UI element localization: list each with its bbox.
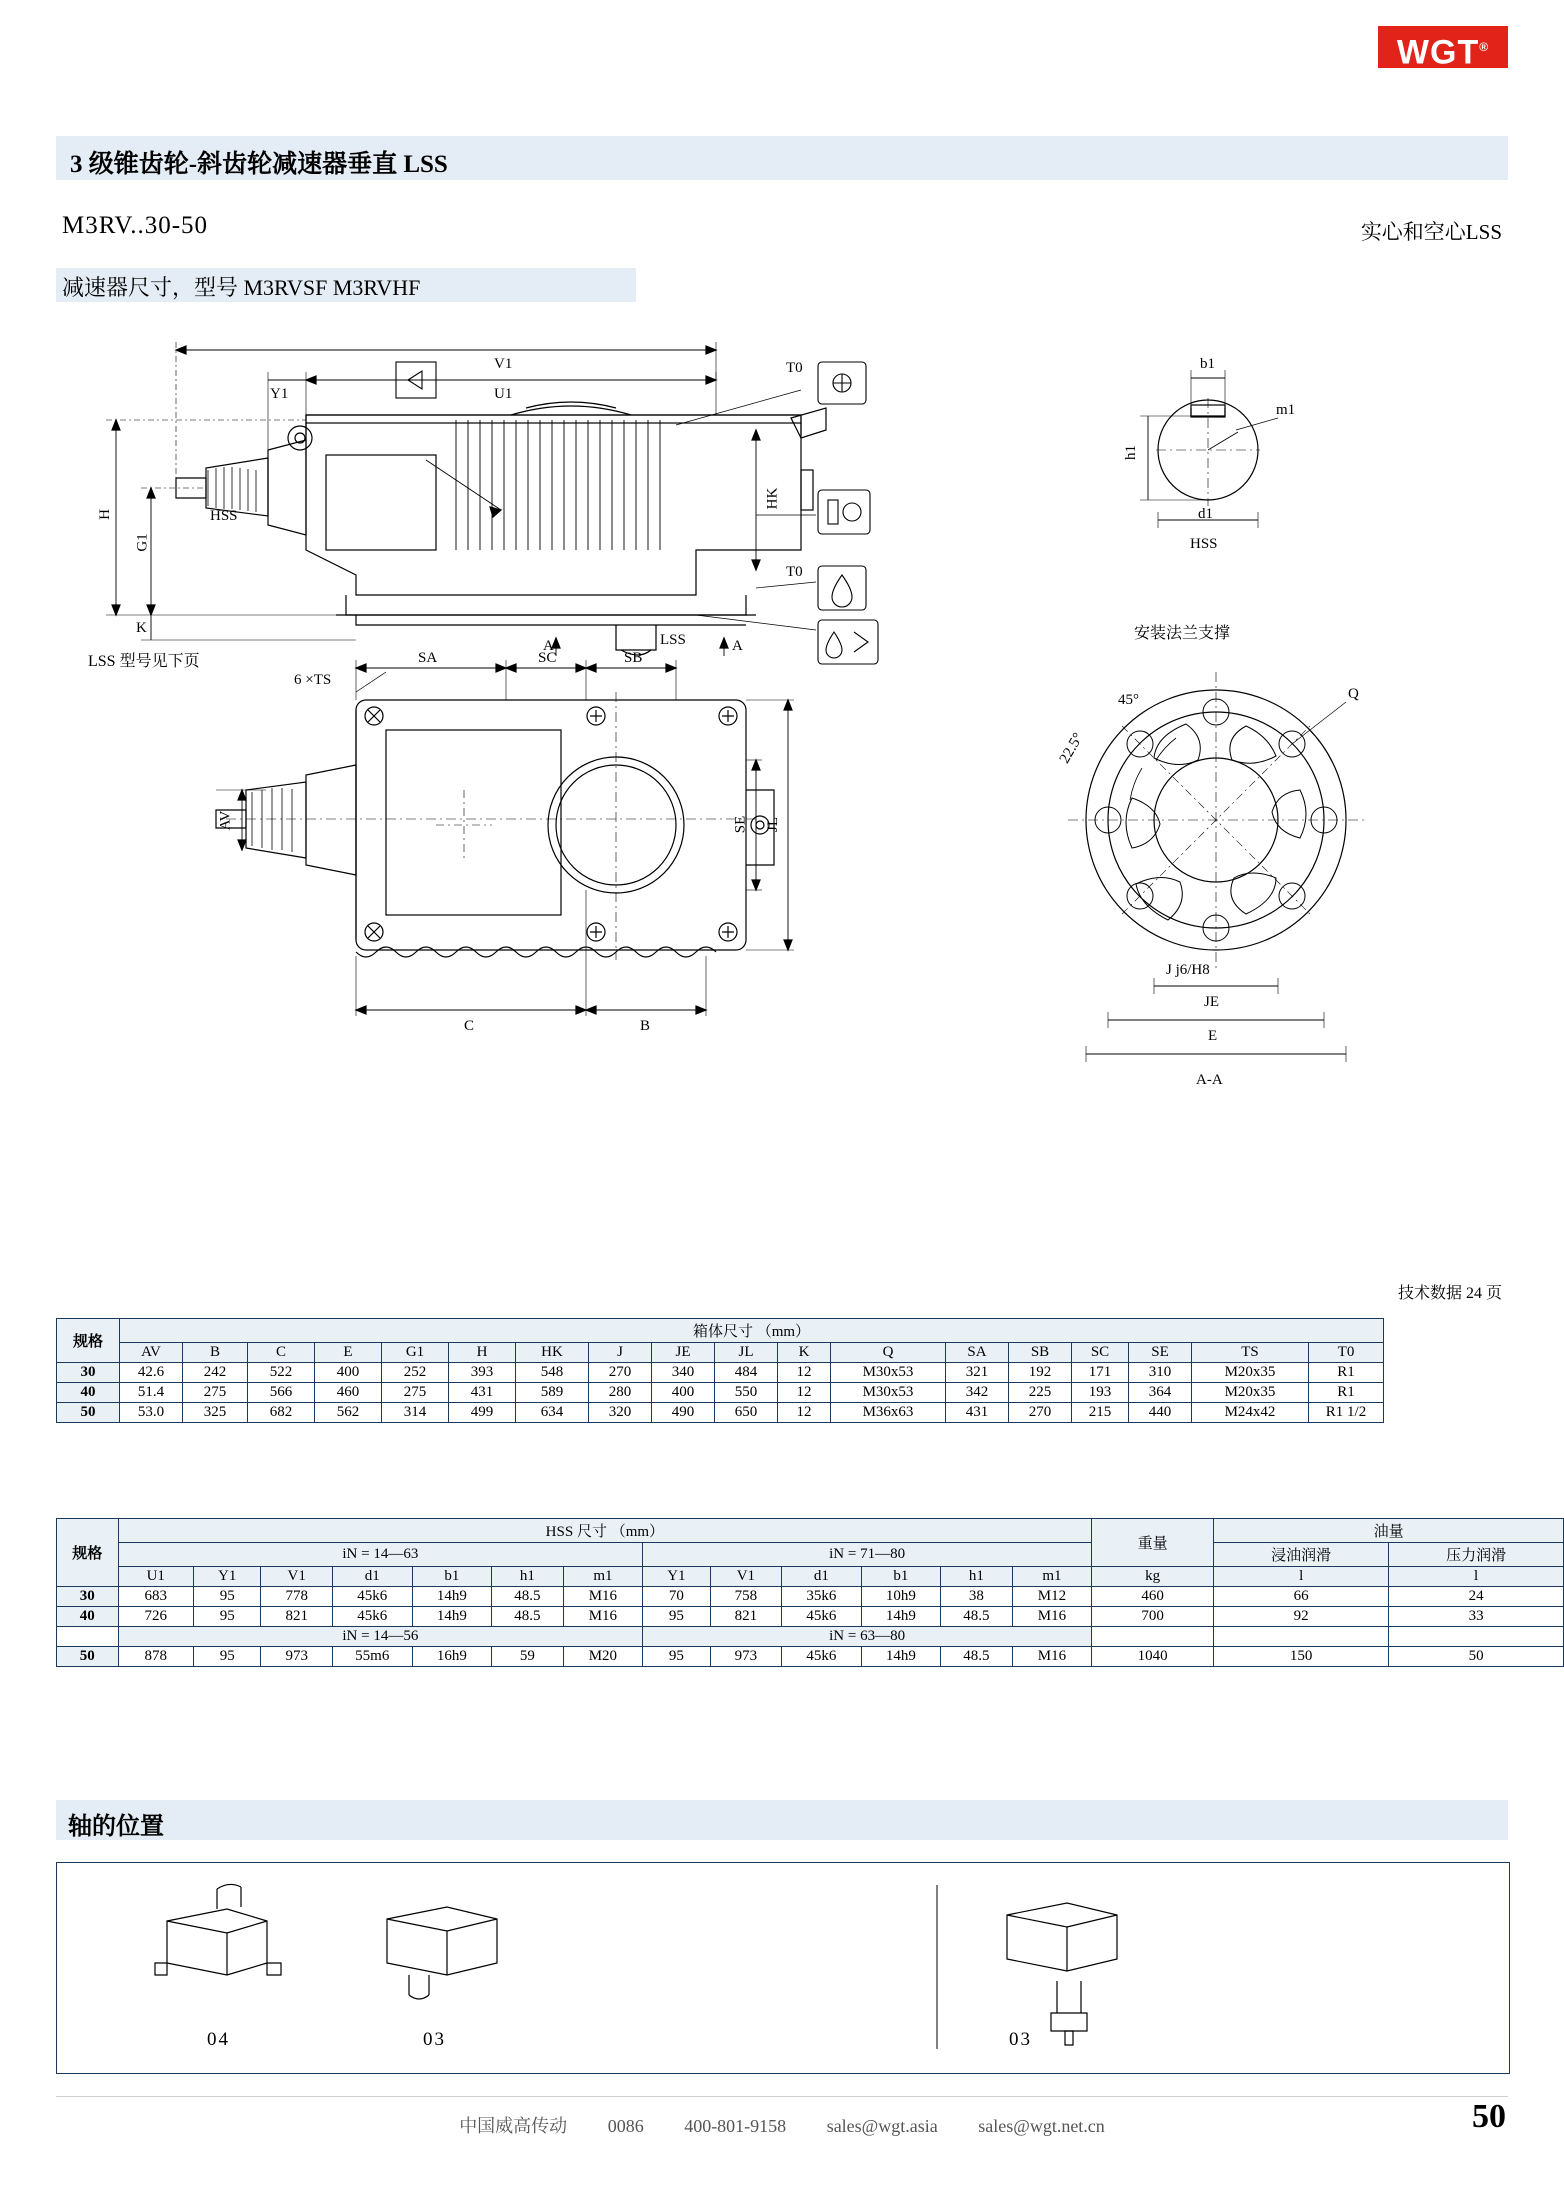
footer-code: 0086 — [607, 2116, 644, 2136]
cell: 270 — [1009, 1403, 1072, 1423]
cell: 683 — [118, 1587, 193, 1607]
spec-header: 规格 — [57, 1319, 120, 1363]
cell: 431 — [449, 1383, 516, 1403]
dim-label-q: Q — [1348, 686, 1359, 702]
col-c: C — [248, 1343, 315, 1363]
cell: 321 — [946, 1363, 1009, 1383]
col-h1-a: h1 — [492, 1567, 564, 1587]
col-b1-a: b1 — [412, 1567, 491, 1587]
cell: 95 — [193, 1587, 261, 1607]
cell: 460 — [315, 1383, 382, 1403]
table-subheader-row — [57, 1627, 1564, 1647]
cell: 550 — [715, 1383, 778, 1403]
footer-email-2: sales@wgt.net.cn — [978, 2116, 1105, 2136]
cell: 778 — [261, 1587, 333, 1607]
col-sb: SB — [1009, 1343, 1072, 1363]
cell: 50 — [1389, 1647, 1564, 1667]
col-m1-a: m1 — [563, 1567, 642, 1587]
dim-label-t0-top: T0 — [786, 360, 803, 376]
dim-label-ts: 6 ×TS — [294, 672, 332, 688]
cell: 400 — [315, 1363, 382, 1383]
spec-header: 规格 — [57, 1519, 119, 1587]
cell: 589 — [516, 1383, 589, 1403]
cell: M12 — [1012, 1587, 1091, 1607]
row-spec: 50 — [57, 1403, 120, 1423]
cell: 682 — [248, 1403, 315, 1423]
cell: 95 — [643, 1647, 711, 1667]
shaft-label-04: 04 — [207, 2029, 230, 2050]
technical-drawing — [56, 320, 1508, 1150]
cell: 440 — [1129, 1403, 1192, 1423]
cell: M16 — [1012, 1647, 1091, 1667]
cell: M30x53 — [831, 1383, 946, 1403]
cell: 242 — [183, 1363, 248, 1383]
cell: 193 — [1072, 1383, 1129, 1403]
model-variant-note: 实心和空心LSS — [1360, 220, 1502, 244]
col-jl: JL — [715, 1343, 778, 1363]
cell: 10h9 — [861, 1587, 940, 1607]
hss-dimensions-table — [56, 1518, 1564, 1667]
col-b: B — [183, 1343, 248, 1363]
cell: 14h9 — [412, 1607, 491, 1627]
dim-label-c: C — [464, 1018, 475, 1034]
cell: M24x42 — [1192, 1403, 1309, 1423]
table-row — [57, 1363, 1384, 1383]
cell: M30x53 — [831, 1363, 946, 1383]
cell: 95 — [193, 1607, 261, 1627]
note-flange-support: 安装法兰支撑 — [1134, 625, 1231, 642]
page-title-bar — [56, 136, 1508, 180]
cell: 460 — [1092, 1587, 1214, 1607]
cell: 150 — [1214, 1647, 1389, 1667]
cell: 35k6 — [782, 1587, 861, 1607]
dim-label-se: SE — [732, 815, 749, 834]
cell: 252 — [382, 1363, 449, 1383]
cell: 484 — [715, 1363, 778, 1383]
oil-unit-2: l — [1389, 1567, 1564, 1587]
col-u1: U1 — [118, 1567, 193, 1587]
cell: 12 — [778, 1403, 831, 1423]
dim-label-k: K — [136, 620, 147, 636]
cell: 45k6 — [332, 1607, 412, 1627]
col-j: J — [589, 1343, 652, 1363]
table-row — [57, 1647, 1564, 1667]
label-hss-keyway: HSS — [1190, 536, 1218, 552]
dim-label-h: H — [96, 509, 113, 520]
cell: R1 — [1309, 1363, 1384, 1383]
cell: 16h9 — [412, 1647, 491, 1667]
col-k: K — [778, 1343, 831, 1363]
cell: 878 — [118, 1647, 193, 1667]
cell: 48.5 — [941, 1647, 1013, 1667]
drawing-svg — [56, 320, 1508, 1150]
cell: 320 — [589, 1403, 652, 1423]
cell: 55m6 — [332, 1647, 412, 1667]
col-d1-b: d1 — [782, 1567, 861, 1587]
dim-label-sa: SA — [418, 650, 438, 666]
col-d1-a: d1 — [332, 1567, 412, 1587]
shaft-position-bar — [56, 1800, 1508, 1840]
cell: M16 — [563, 1607, 642, 1627]
cell: 566 — [248, 1383, 315, 1403]
table-row — [57, 1587, 1564, 1607]
oil-sub-immersion: 浸油润滑 — [1214, 1543, 1389, 1567]
weight-unit: kg — [1092, 1567, 1214, 1587]
dim-label-jl: JL — [765, 817, 781, 832]
dim-label-d1: d1 — [1198, 506, 1213, 522]
col-q: Q — [831, 1343, 946, 1363]
cell: M16 — [563, 1587, 642, 1607]
cell: 14h9 — [412, 1587, 491, 1607]
cell: 280 — [589, 1383, 652, 1403]
col-h: H — [449, 1343, 516, 1363]
col-h1-b: h1 — [941, 1567, 1013, 1587]
angle-label-45: 45° — [1118, 692, 1139, 708]
dim-label-b1: b1 — [1200, 356, 1215, 372]
cell: 431 — [946, 1403, 1009, 1423]
table-header-row — [57, 1343, 1384, 1363]
shaft-position-title: 轴的位置 — [68, 1814, 164, 1840]
range-c: iN = 14—56 — [118, 1627, 643, 1647]
page-number: 50 — [1472, 2098, 1506, 2135]
cell: 325 — [183, 1403, 248, 1423]
cell: 364 — [1129, 1383, 1192, 1403]
table-header-row — [57, 1567, 1564, 1587]
page-title: 3 级锥齿轮-斜齿轮减速器垂直 LSS — [70, 151, 448, 178]
weight-header: 重量 — [1092, 1519, 1214, 1567]
label-hss-elevation: HSS — [210, 508, 238, 524]
label-lss: LSS — [660, 632, 686, 648]
cell: 522 — [248, 1363, 315, 1383]
dim-label-b: B — [640, 1018, 651, 1034]
cell: 314 — [382, 1403, 449, 1423]
footer-phone: 400-801-9158 — [684, 2116, 787, 2136]
cell: 275 — [183, 1383, 248, 1403]
cell: 700 — [1092, 1607, 1214, 1627]
table-header-row — [57, 1543, 1564, 1567]
cell: 14h9 — [861, 1607, 940, 1627]
col-b1-b: b1 — [861, 1567, 940, 1587]
cell: M20x35 — [1192, 1363, 1309, 1383]
cell: 270 — [589, 1363, 652, 1383]
dim-label-u1: U1 — [494, 386, 513, 402]
row-spec: 30 — [57, 1363, 120, 1383]
shaft-label-03-a: 03 — [423, 2029, 446, 2050]
cell: 48.5 — [492, 1587, 564, 1607]
cell: 562 — [315, 1403, 382, 1423]
col-av: AV — [120, 1343, 183, 1363]
dim-label-jj6h8: J j6/H8 — [1166, 962, 1210, 978]
col-y1-b: Y1 — [643, 1567, 711, 1587]
cell: 171 — [1072, 1363, 1129, 1383]
table-row — [57, 1383, 1384, 1403]
dim-label-m1: m1 — [1276, 402, 1296, 418]
cell: 42.6 — [120, 1363, 183, 1383]
row-spec: 50 — [57, 1647, 119, 1667]
dim-label-v1: V1 — [494, 356, 513, 372]
cell: 12 — [778, 1363, 831, 1383]
table-row — [57, 1403, 1384, 1423]
cell: M36x63 — [831, 1403, 946, 1423]
cell: 70 — [643, 1587, 711, 1607]
oil-sub-pressure: 压力润滑 — [1389, 1543, 1564, 1567]
cell: 758 — [710, 1587, 782, 1607]
cell: 400 — [652, 1383, 715, 1403]
footer — [0, 2112, 1564, 2138]
dim-label-sc: SC — [538, 650, 557, 666]
row-spec: 30 — [57, 1587, 119, 1607]
cell: 973 — [261, 1647, 333, 1667]
dim-label-t0-bottom: T0 — [786, 564, 803, 580]
shaft-position-box — [56, 1862, 1510, 2074]
wgt-logo: WGT® — [1378, 26, 1508, 68]
cell: 1040 — [1092, 1647, 1214, 1667]
col-m1-b: m1 — [1012, 1567, 1091, 1587]
col-v1-a: V1 — [261, 1567, 333, 1587]
hss-group-title: HSS 尺寸 （mm） — [118, 1519, 1092, 1543]
model-number: M3RV..30-50 — [62, 212, 209, 239]
range-b: iN = 71—80 — [643, 1543, 1092, 1567]
cell: 192 — [1009, 1363, 1072, 1383]
cell: M20 — [563, 1647, 642, 1667]
cell: 45k6 — [782, 1647, 861, 1667]
col-je: JE — [652, 1343, 715, 1363]
row-spec: 40 — [57, 1383, 120, 1403]
row-spec: 40 — [57, 1607, 119, 1627]
dim-label-hk: HK — [764, 487, 781, 510]
cell: R1 1/2 — [1309, 1403, 1384, 1423]
cell: 24 — [1389, 1587, 1564, 1607]
section-arrow-a-left: A — [543, 638, 554, 654]
cell: 342 — [946, 1383, 1009, 1403]
logo-text: WGT — [1396, 33, 1480, 72]
dim-label-je: JE — [1204, 994, 1219, 1010]
housing-group-title: 箱体尺寸 （mm） — [120, 1319, 1384, 1343]
col-sc: SC — [1072, 1343, 1129, 1363]
table-row — [57, 1607, 1564, 1627]
footer-divider — [56, 2096, 1508, 2097]
cell: 14h9 — [861, 1647, 940, 1667]
cell: 53.0 — [120, 1403, 183, 1423]
note-lss-model: LSS 型号见下页 — [88, 653, 200, 670]
cell: 12 — [778, 1383, 831, 1403]
cell: 275 — [382, 1383, 449, 1403]
dim-label-g1: G1 — [134, 533, 151, 552]
cell: 38 — [941, 1587, 1013, 1607]
cell: 726 — [118, 1607, 193, 1627]
dim-label-e: E — [1208, 1028, 1218, 1044]
cell: 821 — [261, 1607, 333, 1627]
cell: 225 — [1009, 1383, 1072, 1403]
shaft-label-03-b: 03 — [1009, 2029, 1032, 2050]
col-ts: TS — [1192, 1343, 1309, 1363]
cell: 973 — [710, 1647, 782, 1667]
cell: M16 — [1012, 1607, 1091, 1627]
angle-label-22-5: 22.5° — [1056, 730, 1087, 767]
col-hk: HK — [516, 1343, 589, 1363]
range-d: iN = 63—80 — [643, 1627, 1092, 1647]
cell: 634 — [516, 1403, 589, 1423]
cell: 48.5 — [492, 1607, 564, 1627]
footer-company: 中国威高传动 — [459, 2116, 568, 2136]
cell: 95 — [193, 1647, 261, 1667]
range-a: iN = 14—63 — [118, 1543, 643, 1567]
cell: 821 — [710, 1607, 782, 1627]
col-t0: T0 — [1309, 1343, 1384, 1363]
dim-label-h1: h1 — [1123, 445, 1139, 460]
footer-email-1: sales@wgt.asia — [826, 2116, 938, 2136]
section-arrow-a-right: A — [732, 638, 743, 654]
tech-data-note: 技术数据 24 页 — [1397, 1285, 1502, 1302]
cell: 490 — [652, 1403, 715, 1423]
cell: 66 — [1214, 1587, 1389, 1607]
col-y1-a: Y1 — [193, 1567, 261, 1587]
dim-label-y1: Y1 — [270, 386, 289, 402]
cell: 48.5 — [941, 1607, 1013, 1627]
cell: 650 — [715, 1403, 778, 1423]
col-se: SE — [1129, 1343, 1192, 1363]
cell: 51.4 — [120, 1383, 183, 1403]
cell: M20x35 — [1192, 1383, 1309, 1403]
col-g1: G1 — [382, 1343, 449, 1363]
oil-header: 油量 — [1214, 1519, 1564, 1543]
cell: 393 — [449, 1363, 516, 1383]
shaft-position-svg — [57, 1863, 1507, 2071]
cell: 59 — [492, 1647, 564, 1667]
col-v1-b: V1 — [710, 1567, 782, 1587]
subtitle-bar — [56, 268, 636, 302]
table-row — [57, 1519, 1564, 1543]
label-section-aa: A-A — [1196, 1072, 1223, 1088]
cell: 310 — [1129, 1363, 1192, 1383]
cell: 548 — [516, 1363, 589, 1383]
cell: 33 — [1389, 1607, 1564, 1627]
cell: 95 — [643, 1607, 711, 1627]
table-row — [57, 1319, 1384, 1343]
dim-label-av: AV — [217, 810, 234, 831]
cell: R1 — [1309, 1383, 1384, 1403]
cell: 340 — [652, 1363, 715, 1383]
cell: 499 — [449, 1403, 516, 1423]
cell: 92 — [1214, 1607, 1389, 1627]
cell: 45k6 — [332, 1587, 412, 1607]
col-sa: SA — [946, 1343, 1009, 1363]
cell: 45k6 — [782, 1607, 861, 1627]
oil-unit-1: l — [1214, 1567, 1389, 1587]
housing-dimensions-table — [56, 1318, 1384, 1423]
col-e: E — [315, 1343, 382, 1363]
subtitle: 减速器尺寸，型号 M3RVSF M3RVHF — [62, 275, 421, 300]
dim-label-sb: SB — [624, 650, 643, 666]
cell: 215 — [1072, 1403, 1129, 1423]
